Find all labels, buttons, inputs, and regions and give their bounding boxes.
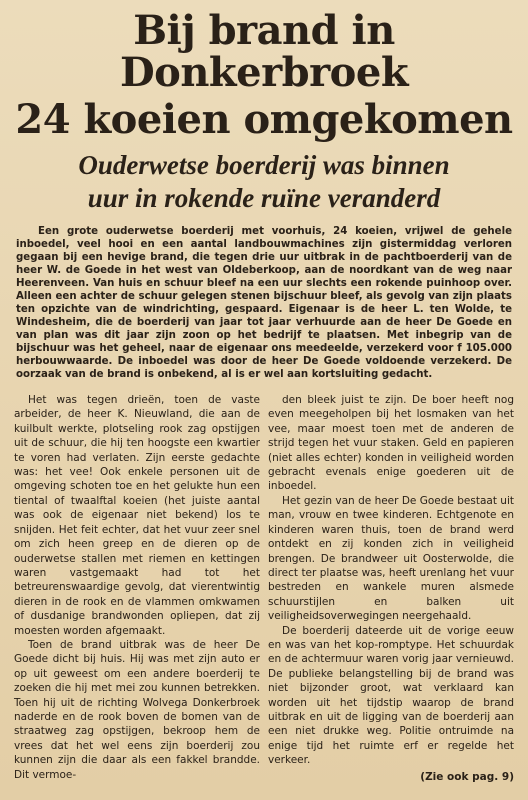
lead-paragraph: Een grote ouderwetse boerderij met voorhuis, 24 koeien, vrijwel de gehele inboedel, veel hooi en een aantal landbouwmachines zijn gistermiddag verloren gegaan bij een hevige brand, die tegen drie uur uitbrak in de pachtboerderij van de heer W. de Goede in het west van Oldeberkoop, aan de noordkant van de weg naar Heerenveen. Van huis en schuur bleef na een uur slechts een rokende puinhoop over. Alleen een achter de schuur gelegen stenen bijschuur bleef, als gevolg van zijn plaats ten opzichte van de windrichting, gespaard. Eigenaar is de heer L. ten Wolde, te Windesheim, die de boerderij van jaar tot jaar verhuurde aan de heer De Goede en van plan was dit jaar zijn zoon op het bedrijf te plaatsen. Met inbegrip van de bijschuur was het geheel, naar de eigenaar ons meedeelde, verzekerd voor f 105.000 herbouwwaarde. De inboedel was door de heer De Goede voldoende verzekerd. De oorzaak van de brand is onbekend, al is er wel aan kortsluiting gedacht.	[16, 226, 512, 381]
page-reference-note: (Zie ook pag. 9)	[420, 770, 514, 783]
body-paragraph: Het gezin van de heer De Goede bestaat uit man, vrouw en twee kinderen. Echtgenote en kinderen waren thuis, toen de brand werd ontdekt en zij konden zich in veiligheid brengen. De brandweer uit Oosterwolde, die direct ter plaatse was, heeft urenlang het vuur bestreden en wankele muren alsmede schuurstijlen en balken uit veiligheidsoverwegingen neergehaald.	[268, 494, 514, 623]
headline-line-1: Bij brand in Donkerbroek	[119, 7, 409, 97]
body-paragraph: Toen de brand uitbrak was de heer De Goede dicht bij huis. Hij was met zijn auto er op uit geweest om een andere boerderij te zoeken die hij met mei zou kunnen betrekken. Toen hij uit de richting Wolvega Donkerbroek naderde en de rook boven de bomen van de straatweg zag opstijgen, bekroop hem de vrees dat het wel eens zijn boerderij zou kunnen zijn die daar als een fakkel brandde. Dit vermoe-	[14, 638, 260, 781]
article-columns	[12, 393, 516, 784]
headline-line-2: 24 koeien omgekomen	[15, 95, 513, 143]
subheadline	[12, 149, 516, 215]
column-right	[268, 393, 514, 784]
body-paragraph: Het was tegen drieën, toen de vaste arbeider, de heer K. Nieuwland, die aan de kuilbult werkte, plotseling rook zag opstijgen uit de schuur, die hij ten hoogste een kwartier te voren had verlaten. Zijn eerste gedachte was: het vee! Ook enkele personen uit de omgeving schoten toe en het gelukte hun een tiental of twaalftal koeien (het juiste aantal was ook de eigenaar niet bekend) los te snijden. Het feit echter, dat het vuur zeer snel om zich heen greep en de dieren op de ouderwetse stallen met riemen en kettingen waren vastgemaakt had tot het betreurenswaardige gevolg, dat vierentwintig dieren in de rook en de vlammen omkwamen of dusdanige brandwonden opliepen, dat zij moesten worden afgemaakt.	[14, 394, 260, 637]
column-left	[14, 393, 260, 784]
subheadline-line-2: uur in rokende ruïne veranderd	[87, 183, 441, 214]
body-paragraph: De boerderij dateerde uit de vorige eeuw en was van het kop-romptype. Het schuurdak en de achtermuur waren vorig jaar vernieuwd. De publieke belangstelling bij de brand was niet bijzonder groot, wat verklaard kan worden uit het tijdstip waarop de brand uitbrak en uit de ligging van de boerderij aan een niet drukke weg. Politie ontruimde na enige tijd het ruimte erf er regelde het verkeer.	[268, 624, 514, 767]
subheadline-line-1: Ouderwetse boerderij was binnen	[78, 150, 450, 181]
body-paragraph: den bleek juist te zijn. De boer heeft nog even meegeholpen bij het losmaken van het vee, maar moest toen met de anderen de strijd tegen het vuur staken. Geld en papieren (niet alles echter) konden in veiligheid worden gebracht evenals enige goederen uit de inboedel.	[268, 394, 514, 493]
